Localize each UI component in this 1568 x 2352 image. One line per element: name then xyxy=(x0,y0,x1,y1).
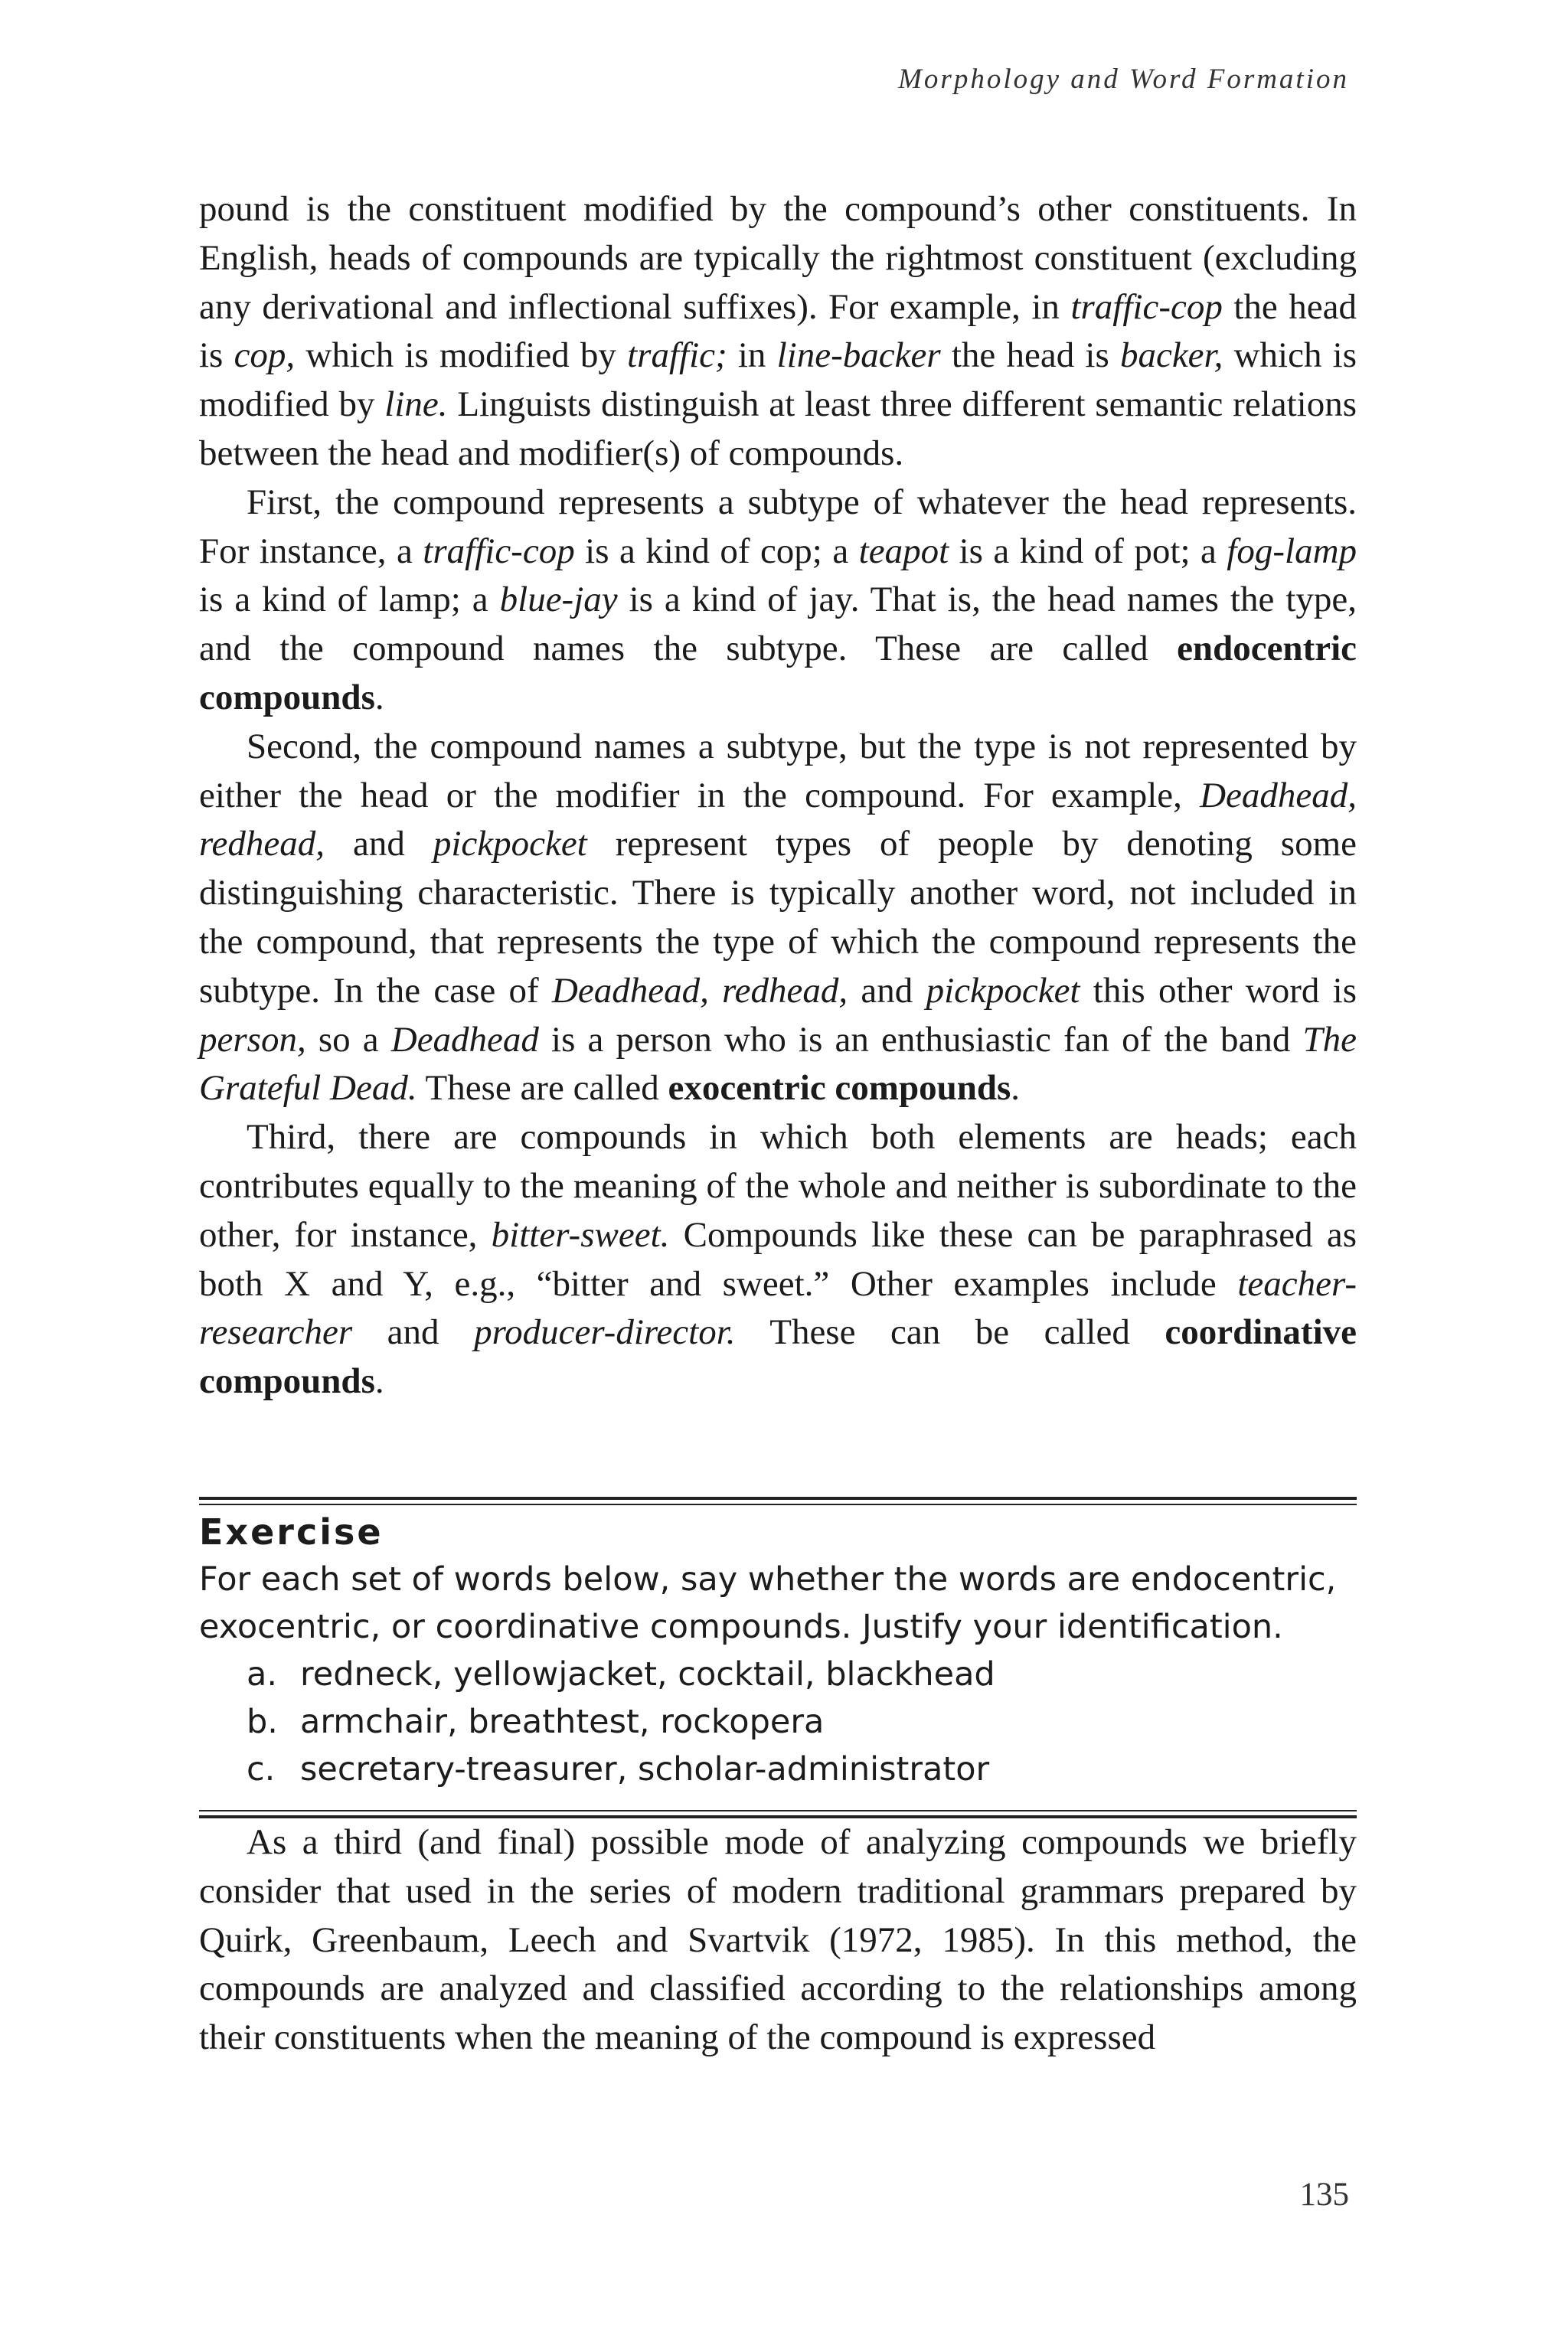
exercise-item: a. redneck, yellowjacket, cocktail, blackhead xyxy=(247,1655,995,1694)
paragraph-coordinative: Third, there are compounds in which both elements are heads; each contributes equally to the meaning of the whole and neither is subordinate to the other, for instance, bitter-sweet. Compounds like these can be paraphrased as both X and Y, e.g., “bitter and sweet.” Other examples include teacher-researcher and producer-director. These can be called coordinative compounds. xyxy=(199,1117,1357,1402)
rule-thin xyxy=(199,1504,1357,1505)
paragraph-endocentric: First, the compound represents a subtype of whatever the head represents. For instance, a traffic-cop is a kind of cop; a teapot is a kind of pot; a fog-lamp is a kind of lamp; a blue-jay is a kind of jay. That is, the head names the type, and the compound names the subtype. These are called endocentric compounds. xyxy=(199,482,1357,717)
page-number: 135 xyxy=(1299,2177,1349,2213)
running-head: Morphology and Word Formation xyxy=(898,64,1349,95)
exercise-bottom-rule xyxy=(199,1810,1357,1818)
exercise-box xyxy=(199,1508,1357,1793)
exercise-top-rule xyxy=(199,1497,1357,1505)
paragraph-quirk: As a third (and final) possible mode of analyzing compounds we briefly consider that used in the series of modern traditional grammars prepared by Quirk, Greenbaum, Leech and Svartvik (1972, 1985). In this method, the compounds are analyzed and classified according to the relationships among their constituents when the meaning of the compound is expressed xyxy=(199,1821,1357,2058)
exercise-title: Exercise xyxy=(199,1511,384,1553)
page-body xyxy=(199,185,1357,2063)
exercise-prompt: For each set of words below, say whether the words are endocentric, exocentric, or coordinative compounds. Justify your identification. xyxy=(199,1560,1337,1646)
paragraph-exocentric: Second, the compound names a subtype, but the type is not represented by either the head or the modifier in the compound. For example, Deadhead, redhead, and pickpocket represent types of people by denoting some distinguishing characteristic. There is typically another word, not included in the compound, that represents the type of which the compound represents the subtype. In the case of Deadhead, redhead, and pickpocket this other word is person, so a Deadhead is a person who is an enthusiastic fan of the band The Grateful Dead. These are called exocentric compounds. xyxy=(199,726,1357,1109)
exercise-item: c. secretary-treasurer, scholar-administrator xyxy=(247,1749,990,1788)
rule-thick xyxy=(199,1497,1357,1500)
paragraph-head-definition: pound is the constituent modified by the compound’s other constituents. In English, heads of compounds are typically the rightmost constituent (excluding any derivational and inflectional suffixes). For example, in traffic-cop the head is cop, which is modified by traffic; in line-backer the head is backer, which is modified by line. Linguists distinguish at least three different semantic relations between the head and modifier(s) of compounds. xyxy=(199,189,1357,473)
rule-thin xyxy=(199,1810,1357,1811)
exercise-item: b. armchair, breathtest, rockopera xyxy=(247,1702,825,1741)
